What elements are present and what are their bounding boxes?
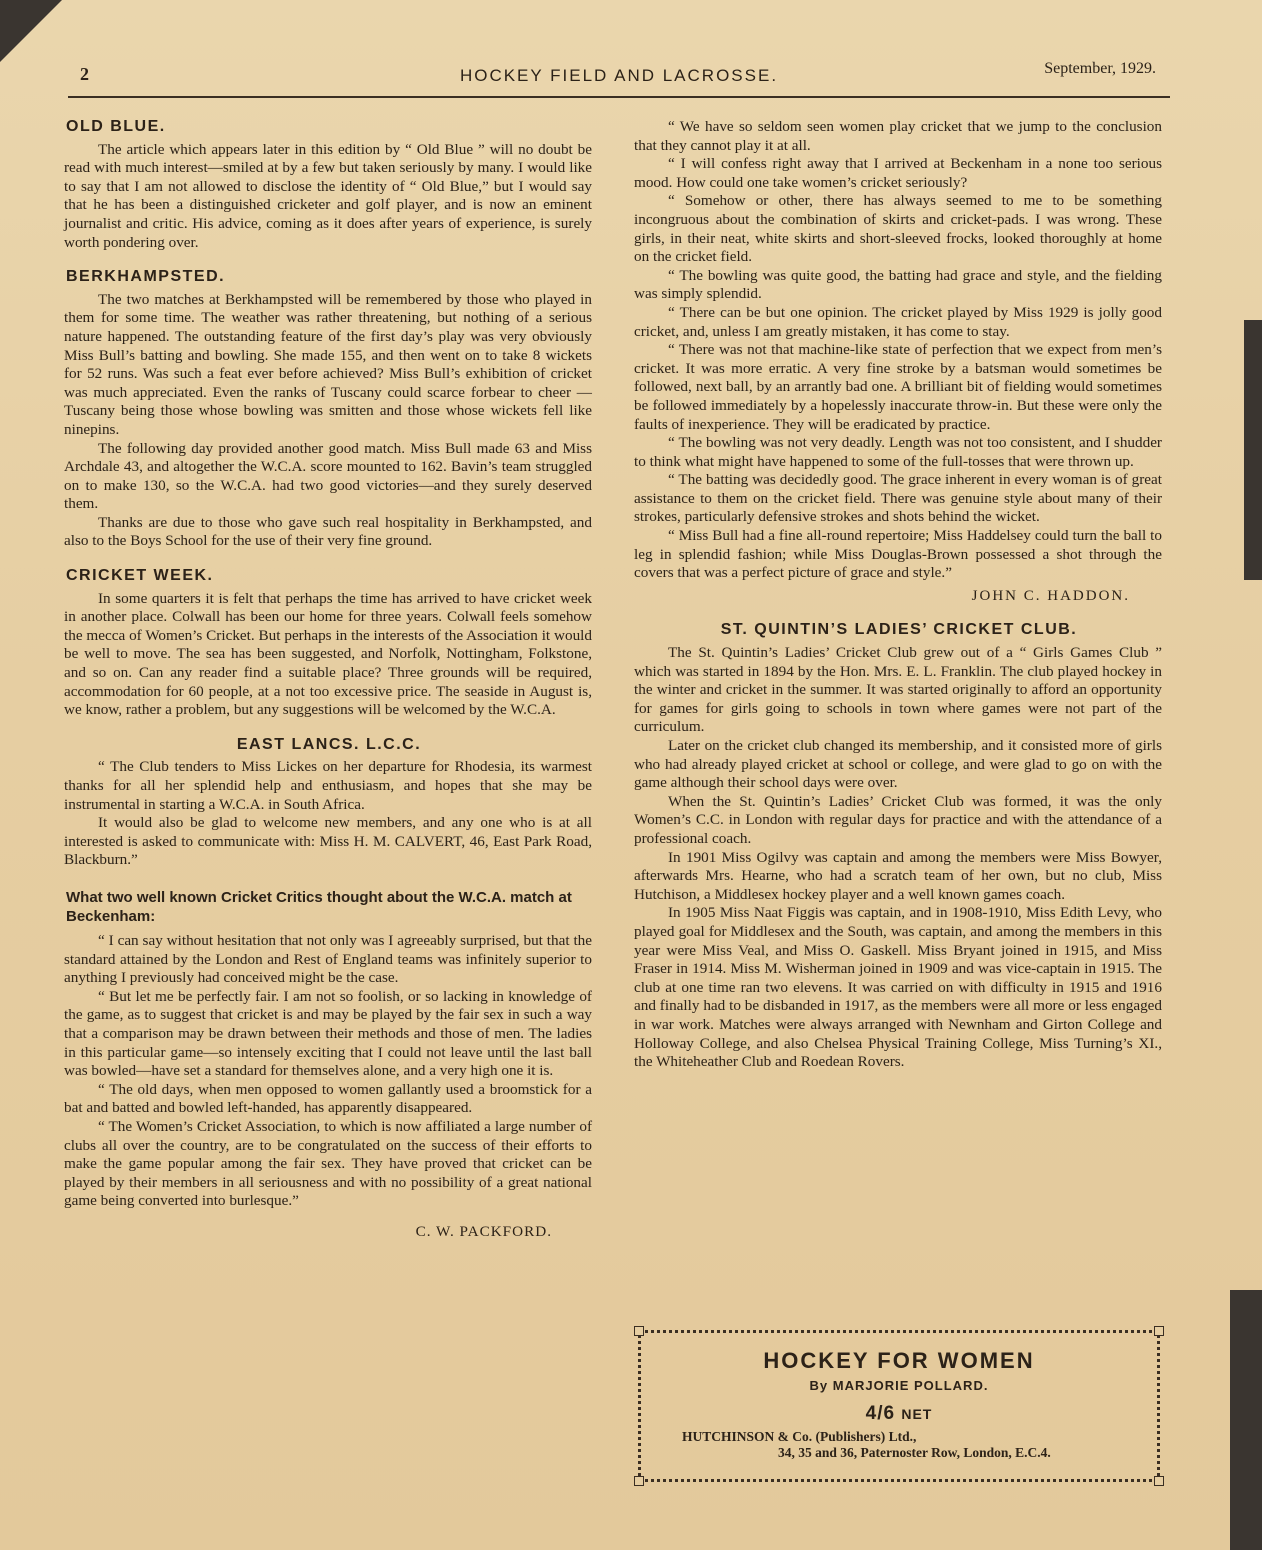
heading-st-quintins: ST. QUINTIN’S LADIES’ CRICKET CLUB. [720,621,1078,639]
ad-corner [634,1476,644,1486]
paragraph: When the St. Quintin’s Ladies’ Cricket Club was formed, it was the only Women’s C.C. in London with regular days for practice and with the attendance of a professional coach. [634,792,1162,847]
torn-edge-bottom [1230,1290,1262,1550]
paragraph: Later on the cricket club changed its membership, and it consisted more of girls who had already played cricket at school or college, and were glad to go on with the game although their school days were over. [634,737,1162,792]
paragraph: It would also be glad to welcome new members, and any one who is at all interested is asked to communicate with: Miss H. M. CALVERT, 46, East Park Road, Blackburn.” [64,814,592,869]
ad-corner [1154,1326,1164,1336]
paragraph: “ The bowling was not very deadly. Length was not too consistent, and I shudder to think what might have happened to some of the full-tosses that were thrown up. [634,434,1162,470]
signature-packford: C. W. PACKFORD. [415,1222,552,1240]
paragraph: “ The bowling was quite good, the batting had grace and style, and the fielding was simply splendid. [634,266,1162,303]
paragraph: “ There can be but one opinion. The cricket played by Miss 1929 is jolly good cricket, and, unless I am greatly mistaken, it has come to stay. [634,303,1162,340]
paragraph: “ I will confess right away that I arrived at Beckenham in a none too serious mood. How could one take women’s cricket seriously? [634,155,1162,191]
paragraph: The two matches at Berkhampsted will be remembered by those who played in them for some time. The weather was rather threatening, but nothing of a serious nature happened. The outstanding feature of the first day’s play was very obviously Miss Bull’s batting and bowling. She made 155, and then went on to take 8 wickets for 52 runs. Was such a feat ever before achieved? Miss Bull’s exhibition of cricket was much appreciated. Even the ranks of Tuscany could scarce forbear to cheer —Tuscany being those whose bowling was smitten and those whose wickets fell like ninepins. [64,290,592,438]
ad-address: 34, 35 and 36, Paternoster Row, London, E.C.4. [778,1445,1051,1460]
ad-price-value: 4/6 [865,1403,896,1424]
paragraph: “ There was not that machine-like state of perfection that we expect from men’s cricket. It was more erratic. A very fine stroke by a batsman would sometimes be followed, next ball, by an arrantly bad one. A brilliant bit of fielding would sometimes be followed immediately by a hopelessly inaccurate throw-in. But these were only the faults of inexperience. They will be eradicated by practice. [634,341,1162,433]
paragraph: “ But let me be perfectly fair. I am not so foolish, or so lacking in knowledge of the game, as to suggest that cricket is and may be played by the fair sex in such a way that a comparison may be drawn between their methods and those of men. The ladies in this particular game—so intensely exciting that I could not leave until the last ball was bowled—have set a standard for themselves alone, and a very high one it is. [64,987,592,1080]
paragraph: “ Somehow or other, there has always seemed to me to be something incongruous about the combination of skirts and cricket-pads. I was wrong. These girls, in their neat, white skirts and short-sleeved frocks, looked thoroughly at home on the cricket field. [634,192,1162,266]
ad-content [638,1348,1160,1461]
paragraph: “ I can say without hesitation that not only was I agreeably surprised, but that the standard attained by the London and Rest of England teams was infinitely superior to anything I previously had conceived might be the case. [64,931,592,987]
torn-corner [0,0,62,62]
issue-date: September, 1929. [1044,60,1156,77]
paragraph: In some quarters it is felt that perhaps the time has arrived to have cricket week in another place. Colwall has been our home for three years. Colwall feels somehow the mecca of Women’s Cricket. But perhaps in the interests of the Association it would be well to move. The sea has been suggested, and Norfolk, Nottingham, Folkstone, and so on. Can any reader find a suitable place? Three grounds will be required, accommodation for 60 people, at a not too excessive price. The seaside in August is, we know, rather a problem, but any suggestions will be welcomed by the W.C.A. [64,589,592,719]
paragraph: The St. Quintin’s Ladies’ Cricket Club grew out of a “ Girls Games Club ” which was started in 1894 by the Hon. Mrs. E. L. Franklin. The club played hockey in the winter and cricket in the summer. It was started originally to afford an opportunity for games for girls going to schools in town where games were not part of the curriculum. [634,644,1162,736]
heading-old-blue: OLD BLUE. [66,118,166,135]
signature-haddon: JOHN C. HADDON. [971,587,1130,604]
publication-title: HOCKEY FIELD AND LACROSSE. [459,66,779,85]
ad-price-suffix: NET [901,1406,933,1422]
paragraph: Thanks are due to those who gave such real hospitality in Berkhampsted, and also to the Boys School for the use of their very fine ground. [64,513,592,550]
paragraph: “ The Women’s Cricket Association, to which is now affiliated a large number of clubs all over the country, are to be congratulated on the success of their efforts to make the game popular among the fair sex. They have proved that cricket can be played by their members in all seriousness and with no possibility of a great national game being converted into burlesque.” [64,1117,592,1210]
page-header [68,58,1170,98]
ad-title: HOCKEY FOR WOMEN [763,1348,1035,1373]
paragraph: In 1901 Miss Ogilvy was captain and among the members were Miss Bowyer, afterwards Mrs. Hearne, who had a scratch team of her own, but no club, Miss Hutchison, a Middlesex hockey player and a well known games coach. [634,848,1162,903]
page-number: 2 [80,64,89,84]
paragraph: “ The old days, when men opposed to women gallantly used a broomstick for a bat and batted and bowled left-handed, has apparently disappeared. [64,1080,592,1117]
ad-corner [1154,1476,1164,1486]
paragraph: “ The Club tenders to Miss Lickes on her departure for Rhodesia, its warmest thanks for all her splendid help and enthusiasm, and hopes that she may be instrumental in starting a W.C.A. in South Africa. [64,758,592,813]
ad-corner [634,1326,644,1336]
paragraph: “ Miss Bull had a fine all-round repertoire; Miss Haddelsey could turn the ball to leg in splendid fashion; while Miss Douglas-Brown possessed a shot through the covers that was a perfect picture of grace and style.” [634,527,1162,582]
heading-critics: What two well known Cricket Critics thought about the W.C.A. match at Beckenham: [66,888,572,925]
torn-edge [1244,320,1262,580]
paragraph: In 1905 Miss Naat Figgis was captain, and in 1908-1910, Miss Edith Levy, who played goal for Middlesex and the South, was captain, and among the members in this year were Miss Veal, and Miss O. Gaskell. Miss Bryant joined in 1915, and Miss Fraser in 1914. Miss M. Wisherman joined in 1909 and was vice-captain in 1915. The club at one time ran two elevens. It was carried on with difficulty in 1915 and 1916 and finally had to be disbanded in 1917, as the members were all more or less engaged in war work. Matches were always arranged with Newnham and Girton College and Holloway College, and also Chelsea Physical Training College, Miss Turning’s XI., the Whiteheather Club and Roedean Rovers. [634,904,1162,1071]
paragraph: The article which appears later in this edition by “ Old Blue ” will no doubt be read with much interest—smiled at by a few but taken seriously by many. I would like to say that I am not allowed to disclose the identity of “ Old Blue,” but I would say that he has been a distinguished cricketer and golf player, and is now an eminent journalist and critic. His advice, coming as it does after years of experience, is surely worth pondering over. [64,140,592,251]
paragraph: The following day provided another good match. Miss Bull made 63 and Miss Archdale 43, and altogether the W.C.A. score mounted to 162. Bavin’s team struggled on to make 130, so the W.C.A. had two good victories—and they surely deserved them. [64,439,592,513]
heading-east-lancs: EAST LANCS. L.C.C. [236,735,422,753]
heading-berkhampsted: BERKHAMPSTED. [66,268,226,286]
paragraph: “ We have so seldom seen women play cricket that we jump to the conclusion that they cannot play it at all. [634,118,1162,154]
book-advertisement [638,1330,1160,1482]
heading-cricket-week: CRICKET WEEK. [66,567,214,585]
ad-price [638,1403,1160,1425]
ad-publisher: HUTCHINSON & Co. (Publishers) Ltd., [682,1429,917,1444]
paragraph: “ The batting was decidedly good. The grace inherent in every woman is of great assistance to them on the cricket field. There was genuine style about many of their strokes, particularly defensive strokes and shots behind the wicket. [634,471,1162,526]
ad-byline: By MARJORIE POLLARD. [809,1378,989,1393]
right-column [634,118,1162,1072]
left-column [64,118,592,1241]
